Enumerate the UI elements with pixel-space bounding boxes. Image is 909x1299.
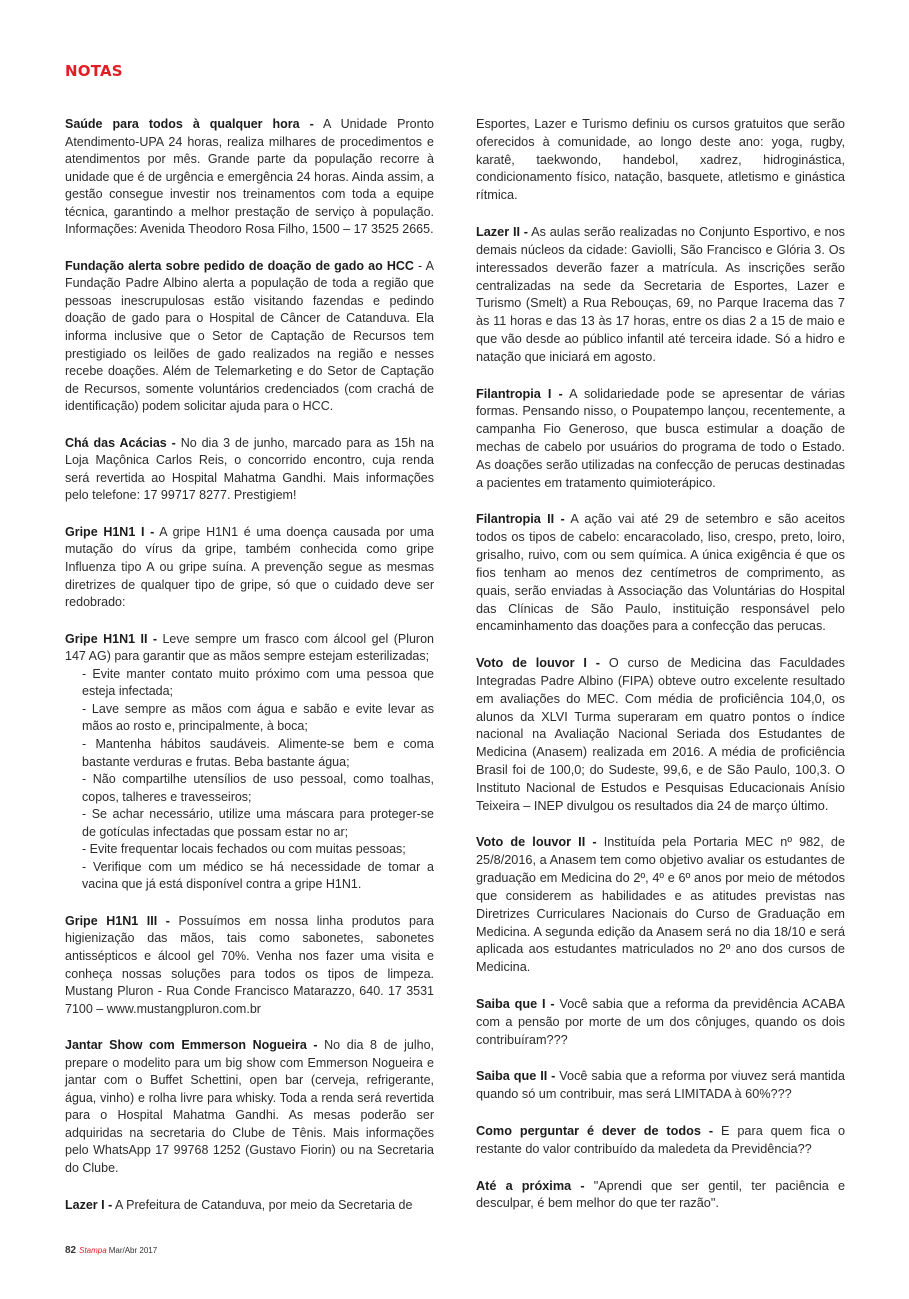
list-item: - Verifique com um médico se há necessidade de tomar a vacina que já está disponível contra a gripe H1N1. (82, 859, 434, 892)
note-item (65, 258, 434, 416)
list-item: - Não compartilhe utensílios de uso pessoal, como toalhas, copos, talheres e travesseiros; (82, 772, 434, 804)
note-title: Gripe H1N1 II - (65, 631, 158, 646)
note-body: Esportes, Lazer e Turismo definiu os cursos gratuitos que serão oferecidos à comunidade, ao longo deste ano: yoga, rugby, karatê, taekwondo, handebol, xadrez, hidroginástica, condicionamento físico, natação, basquete, atletismo e ginástica rítmica. (476, 117, 845, 203)
note-body: No dia 3 de junho, marcado para as 15h na Loja Maçônica Carlos Reis, o concorrido encontro, cuja renda será revertida ao Hospital Mahatma Gandhi. Mais informações pelo telefone: 17 99717 8277. Prestigiem! (65, 435, 434, 503)
note-item (476, 996, 845, 1049)
note-title: Até a próxima - (476, 1178, 585, 1193)
note-body: A ação vai até 29 de setembro e são aceitos todos os tipos de cabelo: encaracolado, liso, crespo, preto, loiro, grisalho, ruivo, com ou sem química. A única exigência é que os fios tenham ao menos dez centímetros de comprimento, as quais, serão enviadas à Associação das Voluntárias do Hospital das Clínicas de São Paulo, instituição responsável pelo encaminhamento das doações para a confecção das perucas. (476, 512, 845, 634)
note-title: Filantropia I - (476, 386, 563, 401)
note-body: A Unidade Pronto Atendimento-UPA 24 horas, realiza milhares de procedimentos e atendimentos por mês. Grande parte da população recorre à unidade que é de urgência e emergência 24 horas. Ainda assim, a gestão consegue investir nos treinamentos com toda a equipe técnica, garantindo a melhor prestação de serviço à população. Informações: Avenida Theodoro Rosa Filho, 1500 – 17 3525 2665. (65, 117, 434, 237)
note-item (65, 1037, 434, 1177)
note-body: E para quem fica o restante do valor contribuído da maledeta da Previdência?? (476, 1124, 845, 1156)
note-body: Instituída pela Portaria MEC nº 982, de 25/8/2016, a Anasem tem como objetivo avaliar os estudantes de graduação em Medicina do 2º, 4º e 6º anos por meio de métodos que considerem as habilidades e as atitudes previstas nas Diretrizes Curriculares Nacionais do Curso de Graduação em Medicina. A segunda edição da Anasem será no dia 18/10 e será aplicada aos estudantes matriculados no 2º ano dos cursos de Medicina. (476, 835, 845, 975)
note-body: A gripe H1N1 é uma doença causada por uma mutação do vírus da gripe, também conhecida como gripe Influenza tipo A ou gripe suína. A prevenção segue as mesmas diretrizes de qualquer tipo de gripe, só que o cuidado deve ser redobrado: (65, 524, 434, 610)
note-body: "Aprendi que ser gentil, ter paciência e desculpar, é bem melhor do que ter razão". (476, 1178, 846, 1211)
note-title: Como perguntar é dever de todos - (476, 1124, 714, 1138)
note-title: Lazer II - (476, 225, 529, 240)
page-number: 82 (65, 1245, 77, 1256)
page-footer (65, 1245, 157, 1256)
note-item (65, 435, 434, 505)
note-body: Você sabia que a reforma por viuvez será mantida quando só um contribuir, mas será LIMITADA à 60%??? (476, 1069, 845, 1102)
note-body: Leve sempre um frasco com álcool gel (Pluron 147 AG) para garantir que as mãos sempre estejam esterilizadas; (65, 631, 434, 664)
note-body: O curso de Medicina das Faculdades Integradas Padre Albino (FIPA) obteve outro excelente resultado em avaliações do MEC. Com média de proficiência 104,0, os alunos da XLVI Turma superaram em quatro pontos o índice nacional na Avaliação Nacional Seriada dos Estudantes de Medicina (Anasem) realizada em 2016. A média de proficiência Brasil foi de 100,0; do Sudeste, 99,6, e de São Paulo, 100,3. O Instituto Nacional de Estudos e Pesquisas Educacionais Anísio Teixeira – INEP divulgou os resultados dia 24 de março último. (476, 656, 846, 813)
note-body: A Prefeitura de Catanduva, por meio da Secretaria de (112, 1197, 413, 1212)
note-item (476, 1123, 845, 1159)
right-column (476, 116, 845, 1232)
note-body: Você sabia que a reforma da previdência ACABA com a pensão por morte de um dos cônjuges, quando os dois contribuíram??? (476, 996, 845, 1047)
note-item (65, 1197, 434, 1215)
note-title: Jantar Show com Emmerson Nogueira - (65, 1038, 318, 1053)
note-body: - A Fundação Padre Albino alerta a população de toda a região que pessoas inescrupulosas estão visitando fazendas e pedindo doação de gado para o Hospital de Câncer de Catanduva. Ela informa inclusive que o Setor de Captação de Recursos tem prestigiado os leilões de gado realizados na região e nesses recebe doações. Além de Telemarketing e do Setor de Captação de Recursos, somente voluntários credenciados (com crachá de identificação) podem solicitar ajuda para o HCC. (65, 258, 434, 414)
note-body: No dia 8 de julho, prepare o modelito para um big show com Emmerson Nogueira e jantar com o Buffet Schettini, open bar (cerveja, refrigerante, água, vinho) e rolha livre para whisky. Toda a renda será revertida para o Hospital Mahatma Gandhi. As mesas poderão ser adquiridas na secretaria do Clube de Tênis. Mais informações pelo WhatsApp 17 99768 1252 (Gustavo Fiorin) ou na Secretaria do Clube. (65, 1038, 434, 1175)
list-item: - Se achar necessário, utilize uma máscara para proteger-se de gotículas infectadas que possam estar no ar; (82, 807, 434, 839)
note-item (476, 655, 845, 815)
magazine-logo: Stampa (79, 1246, 107, 1255)
note-title: Saiba que II - (476, 1069, 556, 1084)
note-item (65, 631, 434, 894)
note-body: As aulas serão realizadas no Conjunto Esportivo, e nos demais núcleos da cidade: Gaviolli, São Francisco e Glória 3. Os interessados deverão fazer a matrícula. As inscrições serão centralizadas na sede da Secretaria de Esportes, Lazer e Turismo (Smelt) a Rua Rebouças, 69, no Parque Iracema das 7 às 11 horas e das 13 às 17 horas, entre os dias 2 a 15 de maio e que vão desde ao público infantil até terceira idade. Só a hidro e natação que iniciará em agosto. (476, 225, 845, 364)
note-item (476, 386, 845, 493)
section-title: NOTAS (65, 62, 123, 80)
list-item: - Mantenha hábitos saudáveis. Alimente-se bem e coma bastante verduras e frutas. Beba bastante água; (82, 736, 434, 769)
note-body: Possuímos em nossa linha produtos para higienização das mãos, tais como sabonetes, sabonetes antissépticos e álcool gel 70%. Venha nos fazer uma visita e conheça nossas soluções para todos os tipos de limpeza. Mustang Pluron - Rua Conde Francisco Matarazzo, 640. 17 3531 7100 – www.mustangpluron.com.br (65, 913, 434, 1016)
note-title: Fundação alerta sobre pedido de doação de gado ao HCC (65, 258, 414, 273)
list-item: - Evite frequentar locais fechados ou com muitas pessoas; (82, 842, 406, 857)
note-item (65, 524, 434, 612)
note-item (476, 224, 845, 367)
left-column (65, 116, 434, 1233)
note-item (476, 116, 845, 205)
note-item (476, 1178, 845, 1214)
note-title: Voto de louvor I - (476, 656, 601, 671)
note-title: Saúde para todos à qualquer hora - (65, 117, 314, 131)
note-title: Saiba que I - (476, 996, 555, 1011)
note-item (65, 116, 434, 239)
note-body: A solidariedade pode se apresentar de várias formas. Pensando nisso, o Poupatempo lançou, recentemente, a campanha Fio Generoso, que busca estimular a doação de mechas de cabelo por usuários do programa de todo o Estado. As doações serão utilizadas na confecção de perucas destinadas a pacientes em tratamento quimioterápico. (476, 386, 846, 490)
note-title: Gripe H1N1 III - (65, 913, 170, 928)
list-item: - Lave sempre as mãos com água e sabão e evite levar as mãos ao rosto e, principalmente, à boca; (82, 701, 434, 734)
list-item: - Evite manter contato muito próximo com uma pessoa que esteja infectada; (82, 666, 434, 699)
note-title: Gripe H1N1 I - (65, 524, 155, 539)
note-title: Lazer I - (65, 1197, 113, 1212)
note-title: Voto de louvor II - (476, 835, 597, 850)
note-title: Filantropia II - (476, 512, 565, 527)
note-item (476, 834, 845, 977)
issue-date: Mar/Abr 2017 (108, 1246, 158, 1255)
prevention-list (65, 666, 434, 894)
note-item (476, 1068, 845, 1104)
note-title: Chá das Acácias - (65, 435, 176, 450)
note-item (476, 511, 845, 636)
note-item (65, 913, 434, 1018)
